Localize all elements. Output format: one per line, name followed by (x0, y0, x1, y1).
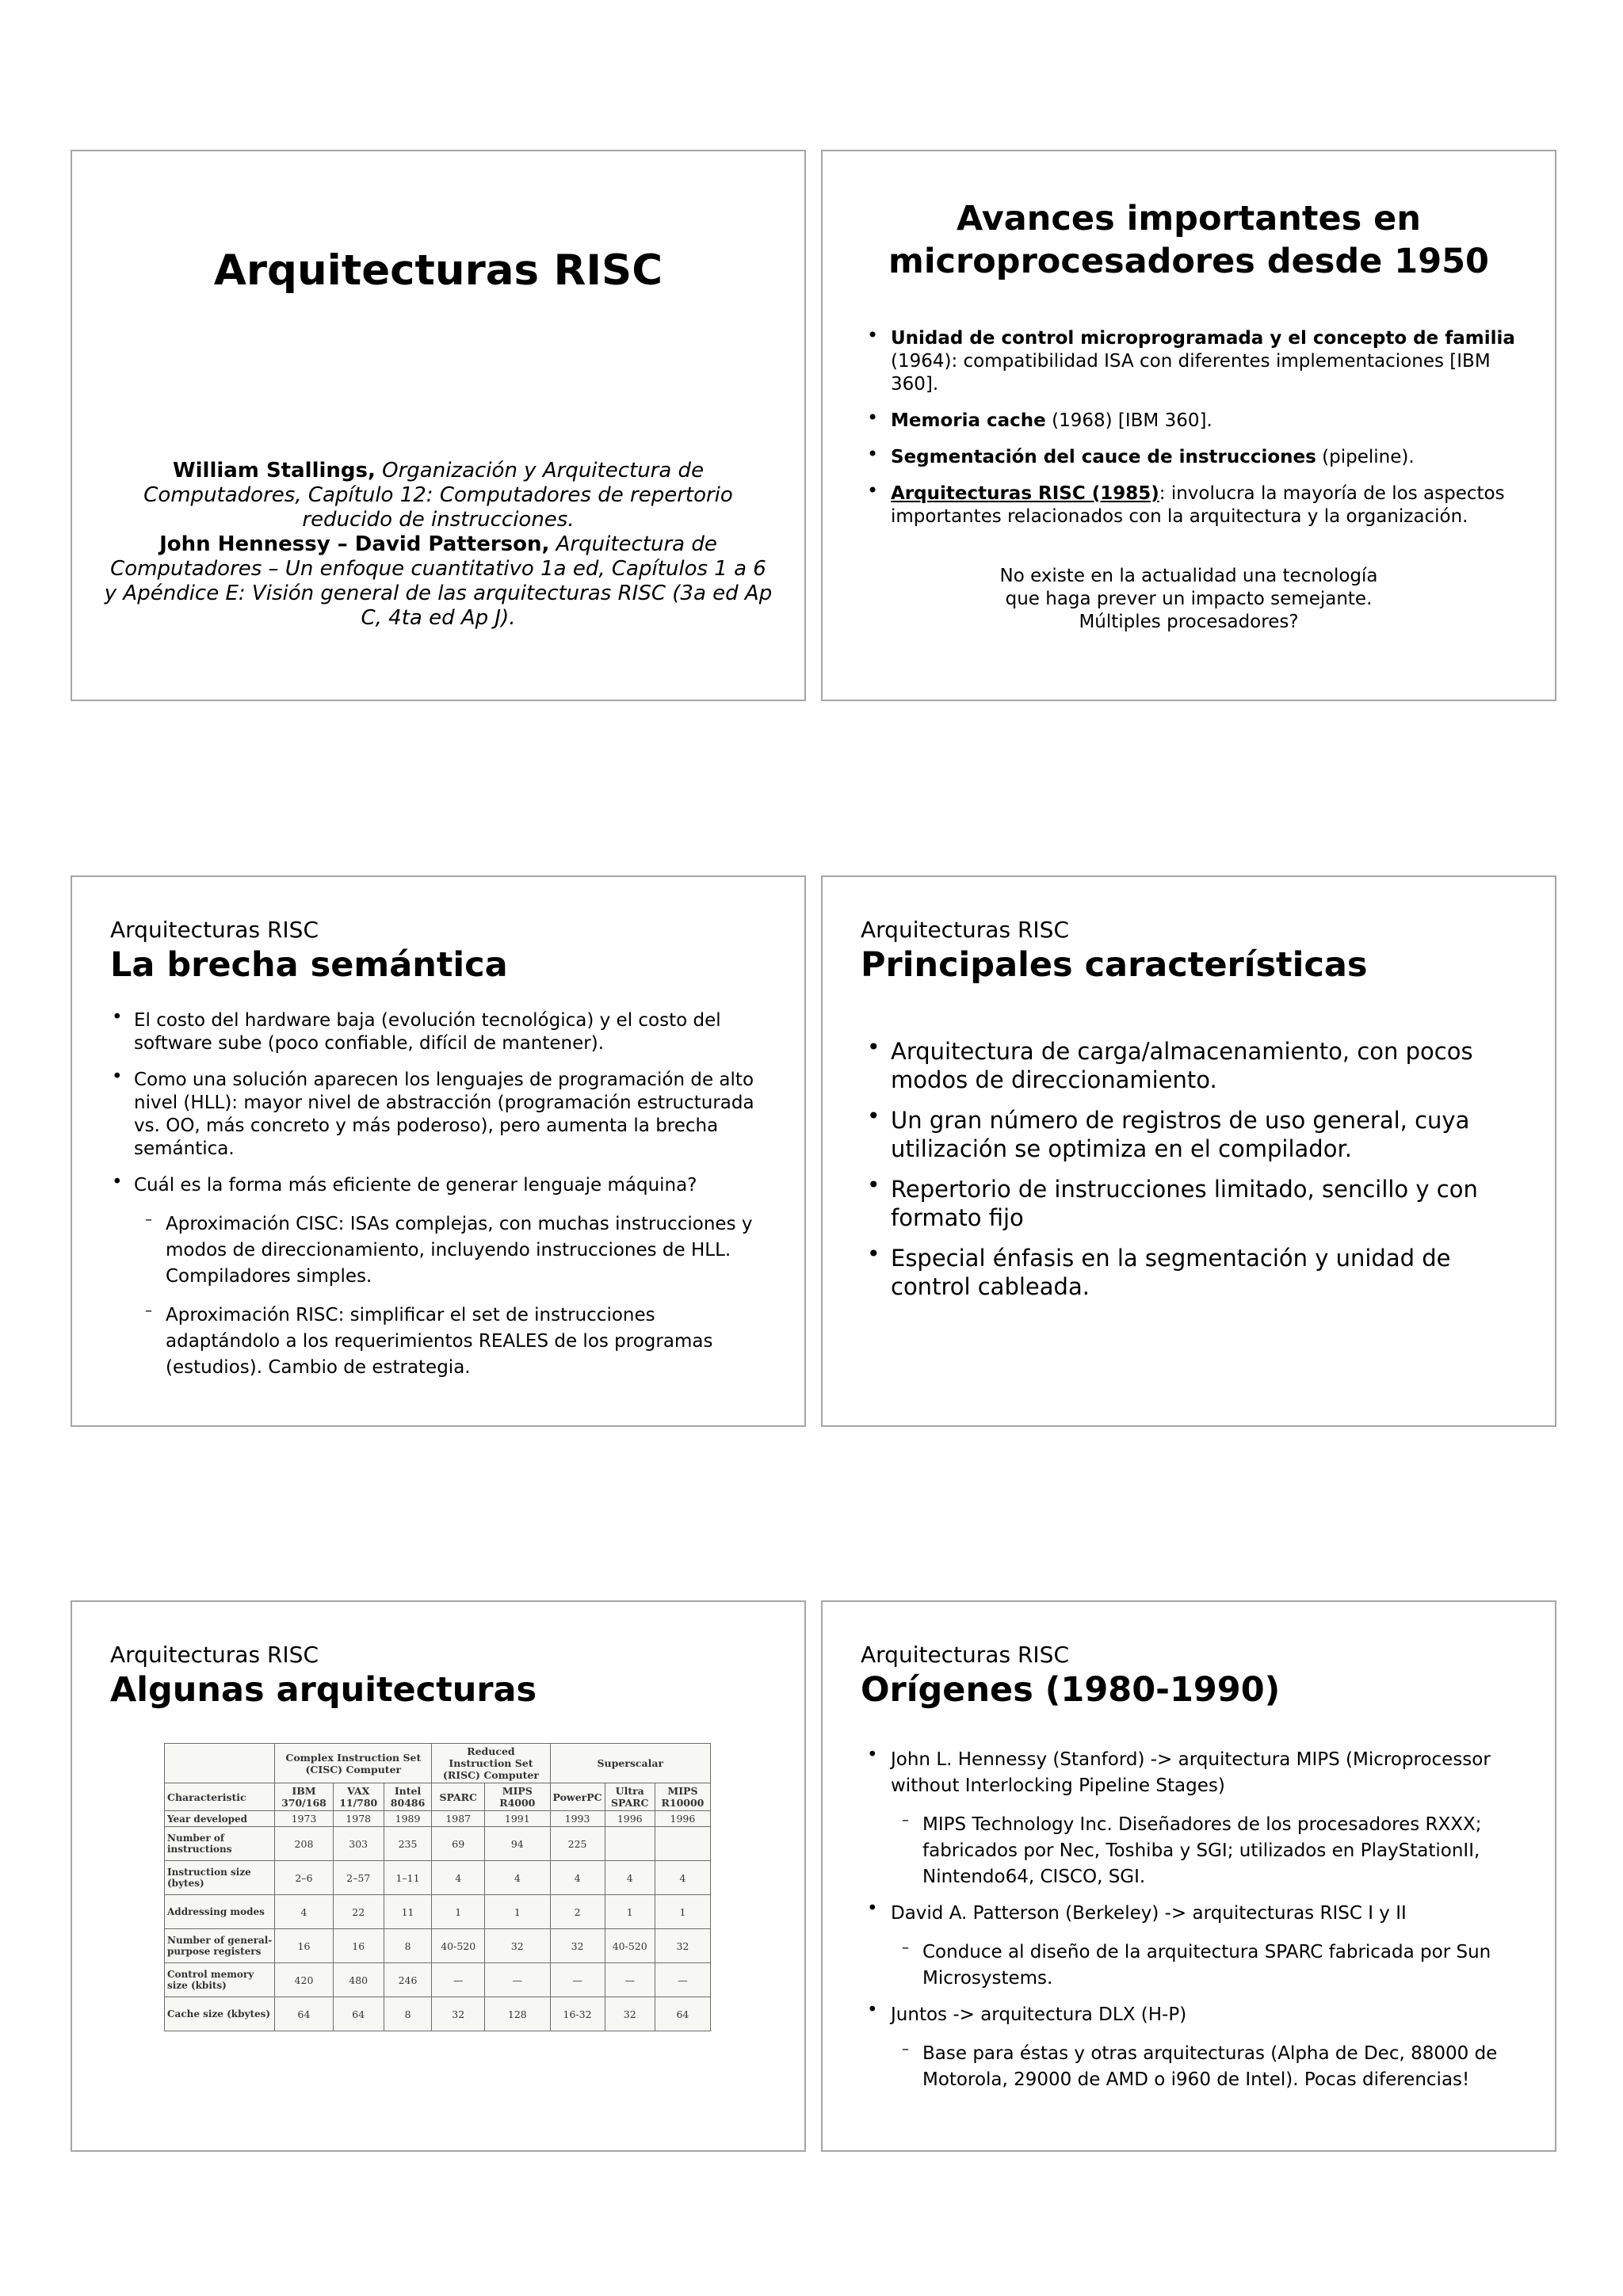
list-item (867, 327, 1523, 396)
slide-heading: Principales características (861, 945, 1368, 985)
table-body (165, 1811, 711, 2031)
item-text: (pipeline). (1316, 447, 1415, 467)
list-item: • Como una solución aparecen los lenguajes de programación de alto nivel (HLL): mayor nivel de abstracción (programación estructurada vs. OO, más concreto y más poderoso), pero aumenta la brecha semántica. (112, 1069, 773, 1161)
table-cell: 1 (655, 1895, 710, 1929)
heading-line-1: Avances importantes en (957, 199, 1421, 238)
slide-heading (823, 197, 1555, 283)
item-bold: Segmentación del cauce de instrucciones (891, 447, 1316, 467)
ref1-author: William Stallings, (172, 459, 376, 482)
ref2-author: John Hennessy – David Patterson, (159, 532, 550, 556)
ref2-work: Arquitectura de Computadores – Un enfoque cuantitativo 1a ed, Capítulos 1 a 6 y Apéndice E: Visión general de las arquitecturas RISC (3a ed Ap C, 4ta ed Ap J). (104, 532, 773, 630)
sub-item: – Base para éstas y otras arquitecturas (Alpha de Dec, 88000 de Motorola, 29000 de AMD o i960 de Intel). Pocas diferencias! (891, 2041, 1523, 2093)
column-header: IBM 370/168 (275, 1783, 333, 1811)
table-cell: 94 (485, 1827, 550, 1861)
note-line: Múltiples procesadores? (1079, 612, 1299, 632)
table-row (165, 1811, 711, 1827)
table-cell: 11 (384, 1895, 432, 1929)
column-header: MIPS R10000 (655, 1783, 710, 1811)
group-header: Reduced Instruction Set (RISC) Computer (432, 1744, 550, 1783)
table-cell: 4 (432, 1861, 485, 1895)
group-header: Complex Instruction Set (CISC) Computer (275, 1744, 432, 1783)
slide-kicker: Arquitecturas RISC (110, 917, 319, 943)
table-cell: 1–11 (384, 1861, 432, 1895)
table-cell: 69 (432, 1827, 485, 1861)
row-label: Year developed (165, 1811, 275, 1827)
table-cell: — (550, 1963, 605, 1997)
table-group-row (165, 1744, 711, 1783)
slide-advances (821, 150, 1556, 701)
list-item (867, 2002, 1523, 2093)
table-cell: 1989 (384, 1811, 432, 1827)
table-row (165, 1929, 711, 1963)
list-item (867, 446, 1523, 469)
table-cell: 1978 (333, 1811, 384, 1827)
note-line: No existe en la actualidad una tecnología (999, 566, 1378, 586)
table-cell (605, 1827, 655, 1861)
item-text: : involucra la mayoría de los aspectos importantes relacionados con la arquitectura y la organización. (891, 483, 1505, 527)
list-item: • Repertorio de instrucciones limitado, sencillo y con formato fijo (867, 1175, 1523, 1232)
sub-list (891, 1812, 1523, 1890)
list-item: • Un gran número de registros de uso general, cuya utilización se optimiza en el compilador. (867, 1106, 1523, 1163)
item-text: (1968) [IBM 360]. (1045, 410, 1212, 431)
table-row (165, 1963, 711, 1997)
table-cell: 1973 (275, 1811, 333, 1827)
slide-title-text: Arquitecturas RISC (213, 246, 663, 295)
slide-kicker: Arquitecturas RISC (861, 1642, 1069, 1668)
list-item: • Arquitectura de carga/almacenamiento, con pocos modos de direccionamiento. (867, 1037, 1523, 1094)
ref1-work: Organización y Arquitectura de Computadores, Capítulo 12: Computadores de repertorio reducido de instrucciones. (143, 459, 733, 532)
list-item (867, 1747, 1523, 1890)
table-header-row (165, 1783, 711, 1811)
row-label: Instruction size (bytes) (165, 1861, 275, 1895)
table-cell: 1 (485, 1895, 550, 1929)
table-cell: 64 (333, 1997, 384, 2031)
table-cell: 4 (485, 1861, 550, 1895)
table-cell: 4 (275, 1895, 333, 1929)
table-cell: 1 (432, 1895, 485, 1929)
table-cell: — (655, 1963, 710, 1997)
bullet-list (867, 1037, 1523, 1313)
table-cell: 16 (333, 1929, 384, 1963)
table-cell: 480 (333, 1963, 384, 1997)
table-row (165, 1861, 711, 1895)
row-label: Number of instructions (165, 1827, 275, 1861)
table-cell: 8 (384, 1929, 432, 1963)
item-bold: Memoria cache (891, 410, 1046, 431)
table-cell: 32 (655, 1929, 710, 1963)
slide-title (71, 150, 806, 701)
sub-list (134, 1211, 773, 1381)
table-cell: 128 (485, 1997, 550, 2031)
table-cell: 1993 (550, 1811, 605, 1827)
table-cell: 16-32 (550, 1997, 605, 2031)
table-cell (655, 1827, 710, 1861)
table-row (165, 1997, 711, 2031)
table-cell: 225 (550, 1827, 605, 1861)
table-cell: 32 (485, 1929, 550, 1963)
slide-kicker: Arquitecturas RISC (110, 1642, 319, 1668)
note-line: que haga prever un impacto semejante. (1005, 589, 1373, 609)
architectures-table (164, 1743, 711, 2031)
table-cell: 64 (655, 1997, 710, 2031)
sub-item: – Aproximación CISC: ISAs complejas, con muchas instrucciones y modos de direccionamiento, incluyendo instrucciones de HLL. Compiladores simples. (134, 1211, 773, 1290)
table-cell: 4 (550, 1861, 605, 1895)
table-cell: 1991 (485, 1811, 550, 1827)
slide-heading: La brecha semántica (110, 945, 508, 985)
table-cell: 64 (275, 1997, 333, 2031)
table-cell: — (432, 1963, 485, 1997)
bullet-list (112, 1009, 773, 1394)
slide-architectures (71, 1600, 806, 2152)
table-cell: 16 (275, 1929, 333, 1963)
table-cell: 40-520 (432, 1929, 485, 1963)
sub-item: – Conduce al diseño de la arquitectura SPARC fabricada por Sun Microsystems. (891, 1939, 1523, 1992)
table-cell: 235 (384, 1827, 432, 1861)
row-label: Control memory size (kbits) (165, 1963, 275, 1997)
sub-list (891, 2041, 1523, 2093)
slide-semantic-gap (71, 875, 806, 1427)
table-cell: 32 (432, 1997, 485, 2031)
row-label: Cache size (kbytes) (165, 1997, 275, 2031)
item-bold: Unidad de control microprogramada y el concepto de familia (891, 328, 1515, 349)
column-header: VAX 11/780 (333, 1783, 384, 1811)
sub-item: – MIPS Technology Inc. Diseñadores de los procesadores RXXX; fabricados por Nec, Toshiba y SGI; utilizados en PlayStationII, Nintendo64, CISCO, SGI. (891, 1812, 1523, 1890)
item-text: David A. Patterson (Berkeley) -> arquitecturas RISC I y II (891, 1903, 1407, 1924)
list-item (867, 410, 1523, 433)
table-cell: 1 (605, 1895, 655, 1929)
sub-list (891, 1939, 1523, 1992)
table-cell: 246 (384, 1963, 432, 1997)
table-row (165, 1895, 711, 1929)
references (104, 459, 773, 631)
slide-heading: Algunas arquitecturas (110, 1670, 537, 1710)
slide-heading: Orígenes (1980-1990) (861, 1670, 1281, 1710)
row-label: Addressing modes (165, 1895, 275, 1929)
item-text: Juntos -> arquitectura DLX (H-P) (891, 2004, 1187, 2025)
table-cell: 2–6 (275, 1861, 333, 1895)
list-item: • Especial énfasis en la segmentación y unidad de control cableada. (867, 1244, 1523, 1301)
slide-characteristics (821, 875, 1556, 1427)
advances-list (867, 327, 1523, 542)
item-text: Cuál es la forma más eficiente de generar lenguaje máquina? (134, 1175, 697, 1196)
item-text: John L. Hennessy (Stanford) -> arquitectura MIPS (Microprocessor without Interlocking Pipeline Stages) (891, 1749, 1491, 1796)
table-cell: 420 (275, 1963, 333, 1997)
table-cell: 208 (275, 1827, 333, 1861)
slide-kicker: Arquitecturas RISC (861, 917, 1069, 943)
table-cell: 22 (333, 1895, 384, 1929)
column-header: SPARC (432, 1783, 485, 1811)
table-cell: 2 (550, 1895, 605, 1929)
table-corner (165, 1744, 275, 1783)
list-item (867, 482, 1523, 528)
closing-note (823, 565, 1555, 634)
column-header: PowerPC (550, 1783, 605, 1811)
bullet-list (867, 1747, 1523, 2103)
table-cell: 1996 (605, 1811, 655, 1827)
table-cell: 4 (655, 1861, 710, 1895)
table-row (165, 1827, 711, 1861)
column-header: Ultra SPARC (605, 1783, 655, 1811)
list-item: • El costo del hardware baja (evolución tecnológica) y el costo del software sube (poco confiable, difícil de mantener). (112, 1009, 773, 1055)
table-cell: — (485, 1963, 550, 1997)
row-label: Number of general-purpose registers (165, 1929, 275, 1963)
group-header: Superscalar (550, 1744, 710, 1783)
item-bold: Arquitecturas RISC (1985) (891, 483, 1159, 504)
list-item (867, 1901, 1523, 1992)
heading-line-2: microprocesadores desde 1950 (888, 242, 1489, 281)
sub-item: – Aproximación RISC: simplificar el set de instrucciones adaptándolo a los requerimientos REALES de los programas (estudios). Cambio de estrategia. (134, 1302, 773, 1381)
slide-origins (821, 1600, 1556, 2152)
table-cell: 2–57 (333, 1861, 384, 1895)
column-header: Characteristic (165, 1783, 275, 1811)
table-cell: 32 (550, 1929, 605, 1963)
column-header: Intel 80486 (384, 1783, 432, 1811)
table-cell: 4 (605, 1861, 655, 1895)
table-cell: 40-520 (605, 1929, 655, 1963)
table-cell: 8 (384, 1997, 432, 2031)
table-cell: 303 (333, 1827, 384, 1861)
list-item (112, 1174, 773, 1381)
table-cell: 32 (605, 1997, 655, 2031)
table-cell: — (605, 1963, 655, 1997)
column-header: MIPS R4000 (485, 1783, 550, 1811)
table-cell: 1996 (655, 1811, 710, 1827)
item-text: (1964): compatibilidad ISA con diferentes implementaciones [IBM 360]. (891, 351, 1491, 395)
table-cell: 1987 (432, 1811, 485, 1827)
